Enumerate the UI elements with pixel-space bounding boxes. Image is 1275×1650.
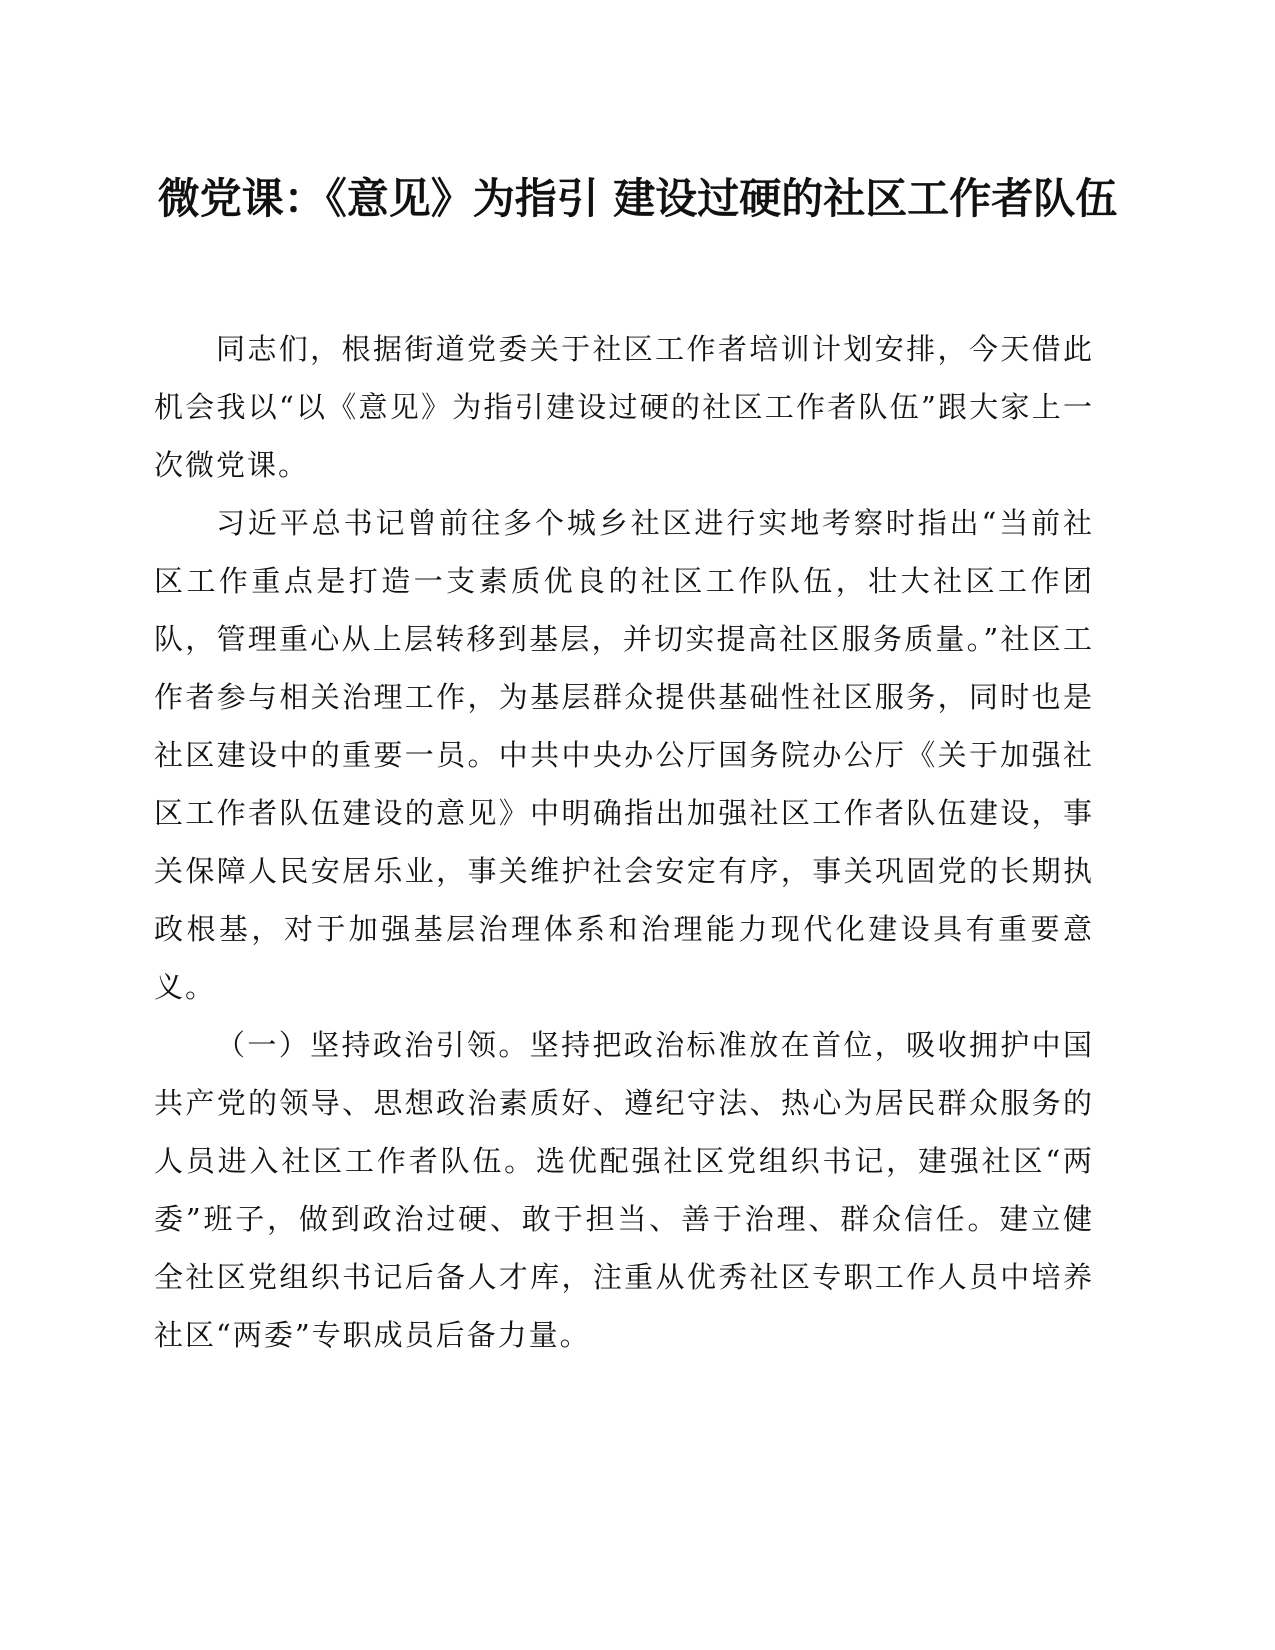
document-body bbox=[154, 320, 1094, 1364]
paragraph-intro: 同志们，根据街道党委关于社区工作者培训计划安排，今天借此机会我以“以《意见》为指引建设过硬的社区工作者队伍”跟大家上一次微党课。 bbox=[154, 332, 1094, 482]
paragraph-background: 习近平总书记曾前往多个城乡社区进行实地考察时指出“当前社区工作重点是打造一支素质优良的社区工作队伍，壮大社区工作团队，管理重心从上层转移到基层，并切实提高社区服务质量。”社区工作者参与相关治理工作，为基层群众提供基础性社区服务，同时也是社区建设中的重要一员。中共中央办公厅国务院办公厅《关于加强社区工作者队伍建设的意见》中明确指出加强社区工作者队伍建设，事关保障人民安居乐业，事关维护社会安定有序，事关巩固党的长期执政根基，对于加强基层治理体系和治理能力现代化建设具有重要意义。 bbox=[154, 506, 1094, 1004]
paragraph-political-leadership: （一）坚持政治引领。坚持把政治标准放在首位，吸收拥护中国共产党的领导、思想政治素质好、遵纪守法、热心为居民群众服务的人员进入社区工作者队伍。选优配强社区党组织书记，建强社区“两委”班子，做到政治过硬、敢于担当、善于治理、群众信任。建立健全社区党组织书记后备人才库，注重从优秀社区专职工作人员中培养社区“两委”专职成员后备力量。 bbox=[154, 1028, 1094, 1352]
document-title: 微党课：《意见》为指引 建设过硬的社区工作者队伍 bbox=[157, 174, 1118, 223]
